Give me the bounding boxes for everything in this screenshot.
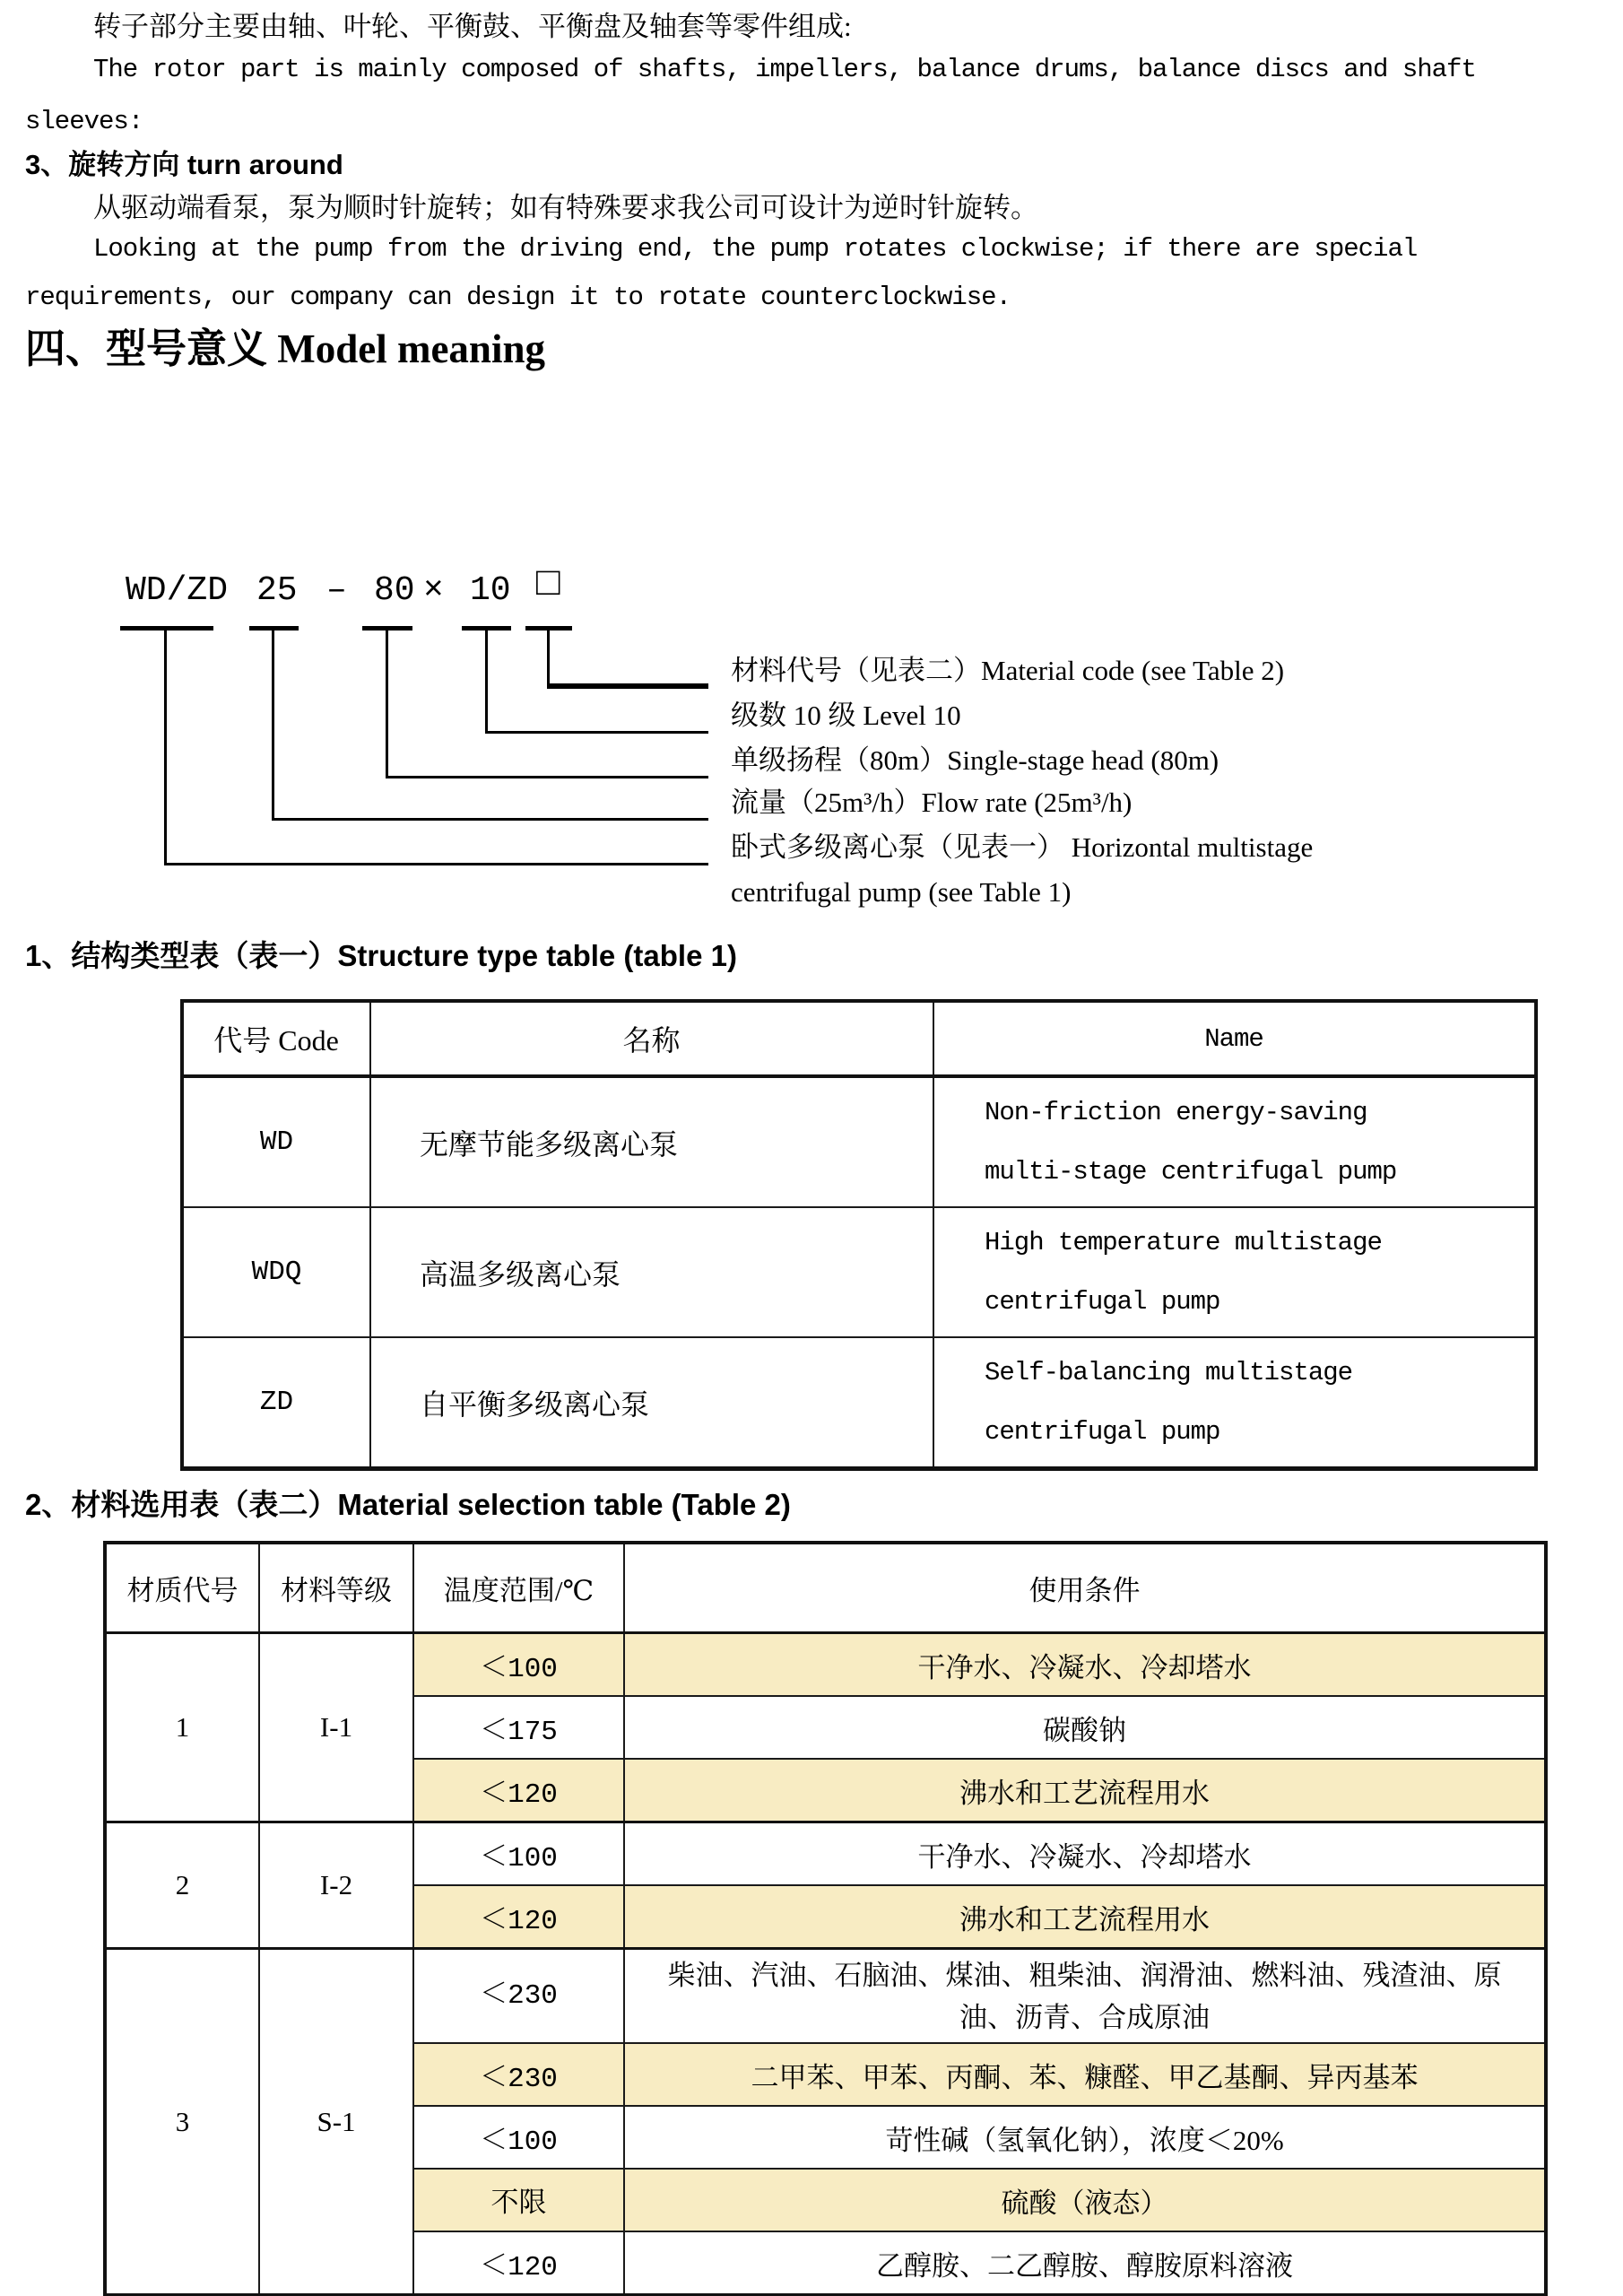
model-part-times: × [423, 571, 444, 610]
connector-line [485, 731, 708, 734]
t2-material-grade: I-2 [259, 1822, 413, 1949]
model-part-stages: 10 [470, 571, 511, 610]
t2-header-material-grade: 材料等级 [259, 1543, 413, 1633]
t1-name-en [933, 1076, 1536, 1207]
table-header-row [182, 1001, 1536, 1076]
model-part-head: 80 [374, 571, 415, 610]
t2-condition: 沸水和工艺流程用水 [624, 1885, 1546, 1949]
table-header-row [105, 1543, 1546, 1633]
table-row [182, 1076, 1536, 1207]
underline-bar [120, 626, 213, 631]
t2-temp: ＜100 [413, 1633, 624, 1697]
t2-condition: 干净水、冷凝水、冷却塔水 [624, 1633, 1546, 1697]
paragraph-rotor-zh: 转子部分主要由轴、叶轮、平衡鼓、平衡盘及轴套等零件组成: [93, 11, 852, 42]
connector-line [547, 631, 550, 686]
t1-name-zh: 自平衡多级离心泵 [370, 1337, 933, 1469]
t1-name-zh: 高温多级离心泵 [370, 1207, 933, 1337]
connector-line [272, 818, 708, 821]
t2-condition: 柴油、汽油、石脑油、煤油、粗柴油、润滑油、燃料油、残渣油、原油、沥青、合成原油 [624, 1949, 1546, 2044]
model-part-flow: 25 [256, 571, 298, 610]
heading-structure-table: 1、结构类型表（表一）Structure type table (table 1) [25, 939, 737, 972]
t2-condition: 干净水、冷凝水、冷却塔水 [624, 1822, 1546, 1886]
paragraph-rotation-en-line2: requirements, our company can design it to rotate counterclockwise. [25, 283, 1011, 312]
paragraph-rotor-en-line2: sleeves: [25, 107, 143, 136]
t2-material-code: 3 [105, 1949, 259, 2296]
material-selection-table [103, 1541, 1548, 2296]
structure-type-table [180, 999, 1538, 1471]
model-meaning-diagram [0, 552, 1623, 937]
t1-code: WD [182, 1076, 370, 1207]
table-row [105, 1822, 1546, 1886]
t2-condition: 沸水和工艺流程用水 [624, 1759, 1546, 1822]
t1-name-en-line: Self-balancing multistage [985, 1357, 1353, 1387]
t1-name-en-line: multi-stage centrifugal pump [985, 1156, 1397, 1187]
t2-temp: 不限 [413, 2169, 624, 2231]
t1-header-code: 代号 Code [182, 1001, 370, 1076]
t2-condition: 乙醇胺、二乙醇胺、醇胺原料溶液 [624, 2231, 1546, 2296]
connector-line [164, 631, 167, 863]
connector-line [485, 631, 488, 731]
t2-condition: 二甲苯、甲苯、丙酮、苯、糠醛、甲乙基酮、异丙基苯 [624, 2043, 1546, 2106]
t1-code: ZD [182, 1337, 370, 1469]
diagram-label-head: 单级扬程（80m）Single-stage head (80m) [731, 744, 1219, 776]
t2-header-temp-range: 温度范围/℃ [413, 1543, 624, 1633]
model-part-dash: – [326, 571, 347, 610]
paragraph-rotor-en-line1: The rotor part is mainly composed of shafts, impellers, balance drums, balance discs and shaft [93, 55, 1476, 84]
heading-model-meaning: 四、型号意义 Model meaning [25, 326, 545, 371]
t2-material-grade: I-1 [259, 1633, 413, 1822]
t2-header-conditions: 使用条件 [624, 1543, 1546, 1633]
t2-temp: ＜230 [413, 1949, 624, 2044]
connector-line [386, 631, 388, 776]
connector-line [386, 776, 708, 778]
table-row [105, 1633, 1546, 1697]
t2-condition: 苛性碱（氢氧化钠），浓度＜20% [624, 2106, 1546, 2169]
table-row [105, 1949, 1546, 2044]
diagram-label-stages: 级数 10 级 Level 10 [731, 700, 961, 731]
t2-temp: ＜230 [413, 2043, 624, 2106]
t1-name-en-line: High temperature multistage [985, 1227, 1382, 1257]
t2-condition: 碳酸钠 [624, 1696, 1546, 1759]
diagram-label-material-code: 材料代号（见表二）Material code (see Table 2) [731, 655, 1285, 686]
t2-temp: ＜120 [413, 2231, 624, 2296]
table-row [182, 1337, 1536, 1469]
t1-name-en [933, 1207, 1536, 1337]
t2-material-code: 2 [105, 1822, 259, 1949]
t1-name-en [933, 1337, 1536, 1469]
diagram-label-flow-rate: 流量（25m³/h）Flow rate (25m³/h) [731, 787, 1133, 818]
model-part-material-box: □ [536, 562, 560, 607]
t1-name-zh: 无摩节能多级离心泵 [370, 1076, 933, 1207]
diagram-label-pump-type-2: centrifugal pump (see Table 1) [731, 876, 1072, 908]
t2-header-material-code: 材质代号 [105, 1543, 259, 1633]
t1-header-name-en: Name [933, 1001, 1536, 1076]
t2-condition: 硫酸（液态） [624, 2169, 1546, 2231]
t2-temp: ＜100 [413, 2106, 624, 2169]
paragraph-rotation-zh: 从驱动端看泵，泵为顺时针旋转；如有特殊要求我公司可设计为逆时针旋转。 [93, 192, 1038, 223]
t2-temp: ＜120 [413, 1885, 624, 1949]
paragraph-rotation-en-line1: Looking at the pump from the driving end, the pump rotates clockwise; if there are special [93, 234, 1418, 264]
t1-name-en-line: centrifugal pump [985, 1286, 1220, 1317]
t2-material-code: 1 [105, 1633, 259, 1822]
table-row [182, 1207, 1536, 1337]
heading-material-table: 2、材料选用表（表二）Material selection table (Table 2) [25, 1488, 791, 1521]
t2-temp: ＜100 [413, 1822, 624, 1886]
connector-line [547, 683, 708, 689]
t1-header-name-zh: 名称 [370, 1001, 933, 1076]
heading-rotation: 3、旋转方向 turn around [25, 149, 343, 180]
t2-temp: ＜120 [413, 1759, 624, 1822]
model-part-series: WD/ZD [126, 571, 229, 610]
t1-code: WDQ [182, 1207, 370, 1337]
diagram-label-pump-type: 卧式多级离心泵（见表一） Horizontal multistage [731, 831, 1314, 863]
t2-temp: ＜175 [413, 1696, 624, 1759]
t1-name-en-line: centrifugal pump [985, 1416, 1220, 1447]
t1-name-en-line: Non-friction energy-saving [985, 1097, 1367, 1127]
connector-line [164, 863, 708, 865]
connector-line [272, 631, 274, 818]
t2-material-grade: S-1 [259, 1949, 413, 2296]
